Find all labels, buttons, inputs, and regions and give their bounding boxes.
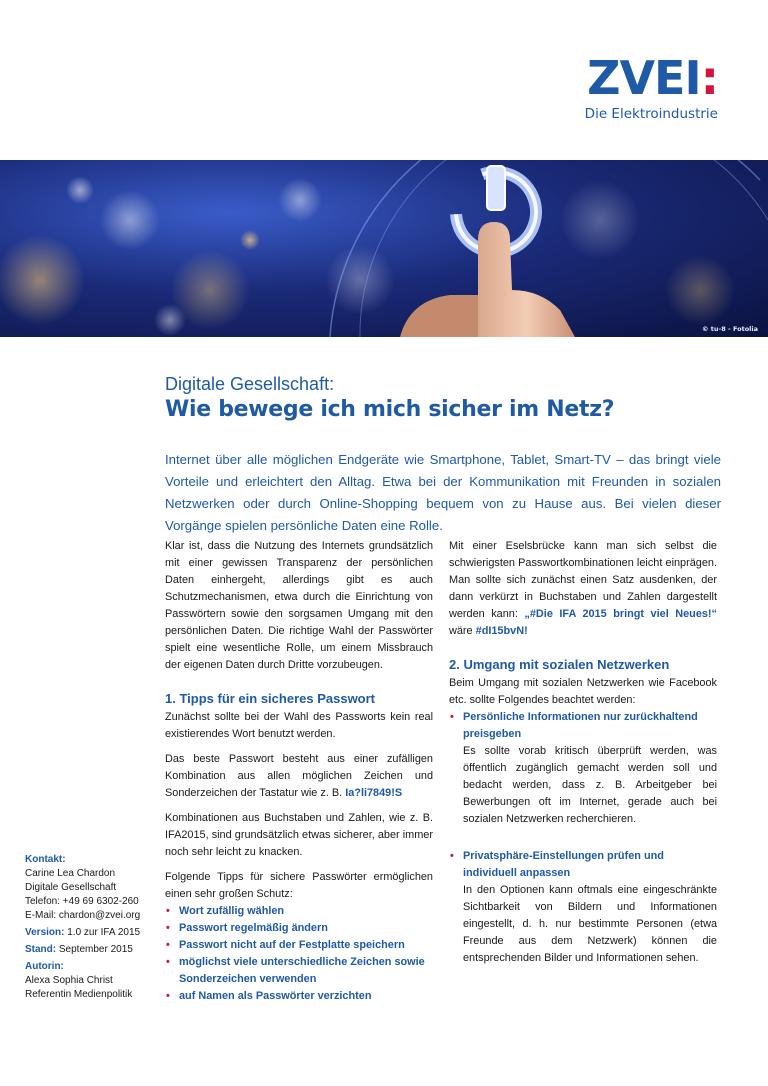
contact-box <box>25 853 165 1002</box>
password-paragraph-1: Zunächst sollte bei der Wahl des Passworts kein real existierendes Wort benutzt werden. <box>165 711 433 740</box>
logo-subtitle: Die Elektroindustrie <box>584 106 718 122</box>
page-title: Wie bewege ich mich sicher im Netz? <box>165 397 615 422</box>
list-item: • Persönliche Informationen nur zurückhaltend preisgeben <box>449 709 717 743</box>
list-item: • Passwort regelmäßig ändern <box>165 920 433 937</box>
password-example: Ia?li7849!S <box>345 787 403 799</box>
list-item: • auf Namen als Passwörter verzichten <box>165 988 433 1005</box>
author-label: Autorin: <box>25 961 64 972</box>
social-tips-list-2 <box>449 848 717 882</box>
section-heading-social: 2. Umgang mit sozialen Netzwerken <box>449 657 670 672</box>
contact-name: Carine Lea Chardon <box>25 868 116 879</box>
contact-phone: Telefon: +49 69 6302-260 <box>25 896 139 907</box>
social-tip-text-1: Es sollte vorab kritisch überprüft werden, was öffentlich zugänglich gemacht werden soll und bedacht werden, dass z. B. Arbeitgeber bei Bewerbungen oft im Internet, gerade auch bei sozialen Netzwerken recherchieren. <box>463 745 717 825</box>
password-paragraph-4: Folgende Tipps für sichere Passwörter ermöglichen einen sehr großen Schutz: <box>165 871 433 900</box>
right-column <box>449 538 717 967</box>
section-heading-password: 1. Tipps für ein sicheres Passwort <box>165 691 376 706</box>
social-paragraph: Beim Umgang mit sozialen Netzwerken wie Facebook etc. sollte Folgendes beachtet werden: <box>449 677 717 706</box>
intro-paragraph: Klar ist, dass die Nutzung des Internets grundsätzlich mit einer gewissen Transparenz der persönlichen Daten einhergeht, allerdings gibt es auch Schutzmechanismen, etwa durch die Einrichtung von Passwörtern sowie den sorgsamen Umgang mit den persönlichen Daten. Die richtige Wahl der Passwörter spielt eine wesentliche Rolle, um einem Missbrauch der eigenen Daten durch Dritte vorzubeugen. <box>165 540 433 671</box>
author-name: Alexa Sophia Christ <box>25 975 113 986</box>
logo-wordmark: ZVEI: <box>587 51 718 105</box>
list-item: • Wort zufällig wählen <box>165 903 433 920</box>
hero-image <box>0 160 768 337</box>
contact-org: Digitale Gesellschaft <box>25 882 117 893</box>
version-line: Version: 1.0 zur IFA 2015 <box>25 927 141 938</box>
social-tip-text-2: In den Optionen kann oftmals eine eingeschränkte Sichtbarkeit von Bildern und Informationen eingestellt, d. h. nur bestimmte Personen (etwa Freunde aus dem Netzwerk) können die entsprechenden Bilder und Informationen sehen. <box>463 884 717 964</box>
mnemonic-paragraph: Mit einer Eselsbrücke kann man sich selbst die schwierigsten Passwortkombinationen leicht einprägen. Man sollte sich zunächst einen Satz ausdenken, der dann verkürzt in Buchstaben und Zahlen dargestellt werden kann: „#Die IFA 2015 bringt viel Neues!“ wäre #dI15bvN! <box>449 540 718 637</box>
social-tips-list <box>449 709 717 743</box>
password-tips-list <box>165 903 433 1005</box>
zvei-logo <box>570 51 718 122</box>
list-item: • Privatsphäre-Einstellungen prüfen und individuell anpassen <box>449 848 717 882</box>
mnemonic-sentence: „#Die IFA 2015 bringt viel Neues!“ <box>524 608 718 620</box>
left-column <box>165 538 433 1005</box>
contact-label: Kontakt: <box>25 854 66 865</box>
photo-credit: © tu-8 - Fotolia <box>702 325 758 333</box>
lead-paragraph: Internet über alle möglichen Endgeräte wie Smartphone, Tablet, Smart-TV – das bringt viele Vorteile und erleichtert den Alltag. Etwa bei der Kommunikation mit Freunden in sozialen Netzwerken oder durch Online-Shopping bequem von zu Hause aus. Bei vielen dieser Vorgänge spielen persönliche Daten eine Rolle. <box>165 452 721 533</box>
hero-illustration <box>0 160 768 337</box>
password-paragraph-2: Das beste Passwort besteht aus einer zufälligen Kombination aus allen möglichen Zeichen und Sonderzeichen der Tastatur wie z. B. Ia?li7849!S <box>165 753 433 799</box>
list-item: • möglichst viele unterschiedliche Zeichen sowie Sonderzeichen verwenden <box>165 954 433 988</box>
mnemonic-code: #dI15bvN! <box>475 625 528 637</box>
password-paragraph-3: Kombinationen aus Buchstaben und Zahlen, wie z. B. IFA2015, sind grundsätzlich etwas sicherer, aber immer noch sehr leicht zu knacken. <box>165 812 433 858</box>
stand-line: Stand: September 2015 <box>25 944 133 955</box>
contact-email: E-Mail: chardon@zvei.org <box>25 910 141 921</box>
list-item: • Passwort nicht auf der Festplatte speichern <box>165 937 433 954</box>
kicker: Digitale Gesellschaft: <box>165 374 335 394</box>
author-role: Referentin Medienpolitik <box>25 989 133 1000</box>
